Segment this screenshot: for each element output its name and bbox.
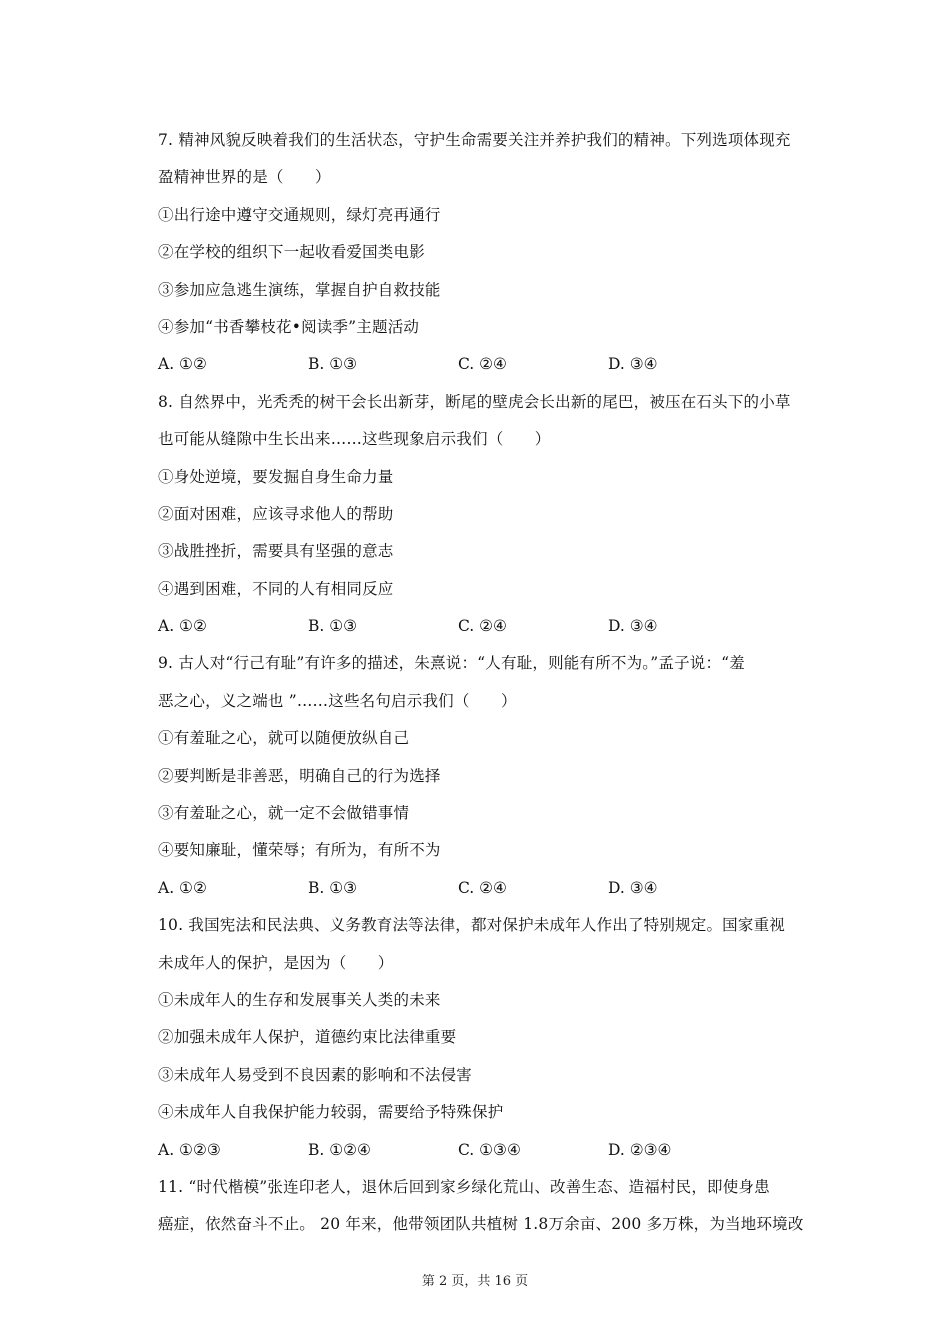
statement: ②要判断是非善恶，明确自己的行为选择: [158, 766, 441, 785]
statement: ③战胜挫折，需要具有坚强的意志: [158, 542, 394, 561]
page-footer: 第 2 页，共 16 页: [421, 1274, 529, 1289]
option-a: A. ①②③: [158, 1140, 221, 1159]
answer-options: [158, 1132, 838, 1169]
statement: ④遇到困难，不同的人有相同反应: [158, 579, 394, 598]
option-a: A. ①②: [158, 617, 207, 636]
option-c: C. ②④: [458, 617, 507, 636]
option-b: B. ①②④: [308, 1140, 371, 1159]
option-b: B. ①③: [308, 355, 358, 374]
question-8: [158, 384, 838, 646]
question-7: [158, 122, 838, 384]
statement: ③参加应急逃生演练，掌握自护自救技能: [158, 280, 441, 299]
statement: ②面对困难，应该寻求他人的帮助: [158, 504, 394, 523]
question-stem-line: 11. “时代楷模”张连印老人，退休后回到家乡绿化荒山、改善生态、造福村民，即使身患: [158, 1177, 770, 1196]
option-d: D. ③④: [608, 617, 658, 636]
question-stem-line: 恶之心，义之端也 ”……这些名句启示我们（ ）: [158, 691, 517, 710]
statement: ①出行途中遵守交通规则，绿灯亮再通行: [158, 205, 441, 224]
question-stem-line: 未成年人的保护，是因为（ ）: [158, 953, 394, 972]
answer-options: [158, 870, 838, 907]
option-c: C. ①③④: [458, 1140, 521, 1159]
option-c: C. ②④: [458, 355, 507, 374]
option-d: D. ③④: [608, 878, 658, 897]
option-d: D. ③④: [608, 355, 658, 374]
statement: ①有羞耻之心，就可以随便放纵自己: [158, 729, 410, 748]
statement: ②加强未成年人保护，道德约束比法律重要: [158, 1028, 457, 1047]
question-list: [158, 122, 838, 1244]
question-stem-line: 8. 自然界中，光秃秃的树干会长出新芽，断尾的壁虎会长出新的尾巴，被压在石头下的小草: [158, 392, 791, 411]
answer-options: [158, 346, 838, 383]
statement: ①身处逆境，要发掘自身生命力量: [158, 467, 394, 486]
statement: ①未成年人的生存和发展事关人类的未来: [158, 990, 441, 1009]
question-11: [158, 1169, 838, 1244]
option-b: B. ①③: [308, 878, 358, 897]
question-9: [158, 645, 838, 907]
question-stem-line: 7. 精神风貌反映着我们的生活状态，守护生命需要关注并养护我们的精神。下列选项体现充: [158, 131, 791, 149]
question-10: [158, 907, 838, 1169]
option-a: A. ①②: [158, 878, 207, 897]
question-stem-line: 癌症，依然奋斗不止。 20 年来，他带领团队共植树 1.8万余亩、200 多万株，为当地环境改: [158, 1215, 804, 1234]
option-a: A. ①②: [158, 355, 207, 374]
option-c: C. ②④: [458, 878, 507, 897]
question-stem-line: 9. 古人对“行己有耻”有许多的描述，朱熹说：“人有耻，则能有所不为。”孟子说：“羞: [158, 654, 745, 673]
statement: ④参加“书香攀枝花•阅读季”主题活动: [158, 317, 420, 336]
question-stem-line: 10. 我国宪法和民法典、义务教育法等法律，都对保护未成年人作出了特别规定。国家重视: [158, 916, 785, 935]
question-stem-line: 也可能从缝隙中生长出来……这些现象启示我们（ ）: [158, 430, 551, 449]
statement: ④未成年人自我保护能力较弱，需要给予特殊保护: [158, 1103, 504, 1122]
question-stem-line: 盈精神世界的是（ ）: [158, 168, 331, 187]
option-d: D. ②③④: [608, 1140, 672, 1159]
option-b: B. ①③: [308, 617, 358, 636]
statement: ②在学校的组织下一起收看爱国类电影: [158, 243, 425, 262]
answer-options: [158, 608, 838, 645]
statement: ③有羞耻之心，就一定不会做错事情: [158, 804, 410, 823]
statement: ④要知廉耻，懂荣辱；有所为，有所不为: [158, 841, 441, 860]
statement: ③未成年人易受到不良因素的影响和不法侵害: [158, 1065, 473, 1084]
